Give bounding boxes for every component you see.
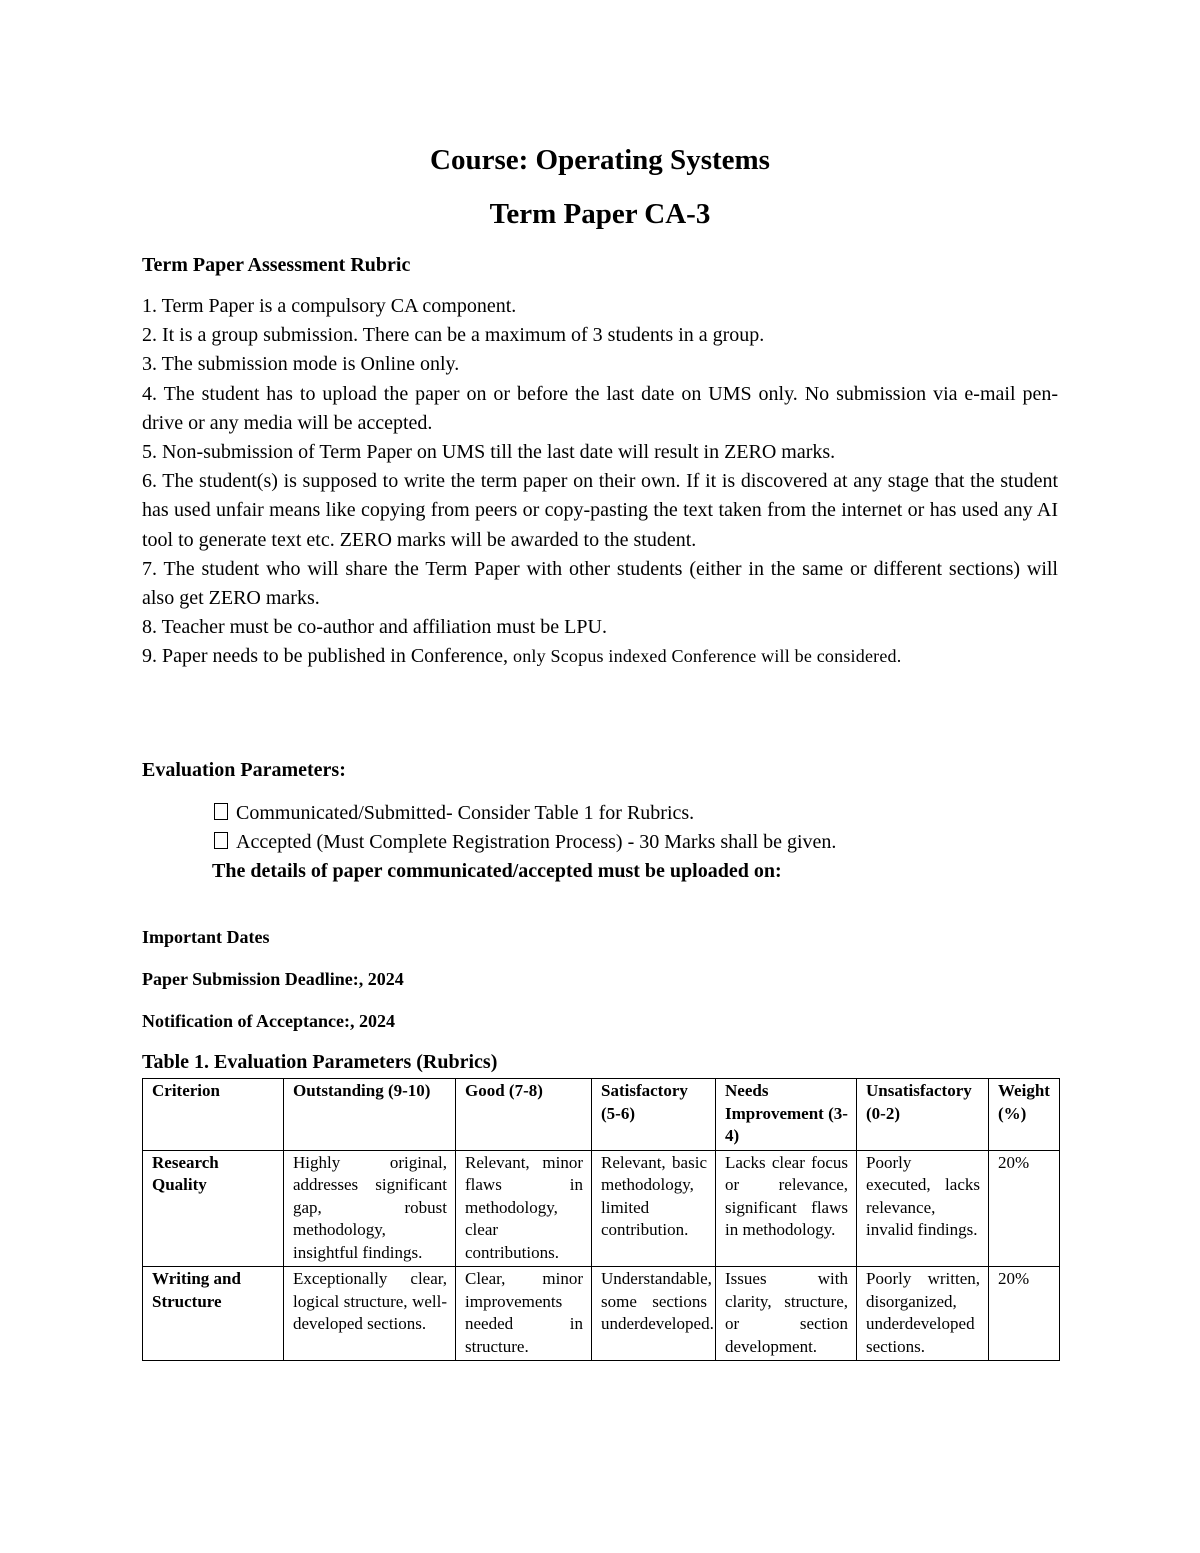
- table-cell: Poorly written, disorganized, underdeveloped sections.: [857, 1267, 989, 1361]
- rule9-prefix: 9. Paper needs to be published in Conference,: [142, 645, 509, 668]
- table-cell: Poorly executed, lacks relevance, invalid findings.: [857, 1150, 989, 1267]
- header-cell: Weight (%): [989, 1079, 1060, 1151]
- course-title: Course: Operating Systems: [430, 144, 770, 176]
- rubric-table: [142, 1078, 1060, 1361]
- evaluation-item: [214, 799, 836, 828]
- table-cell: Relevant, basic methodology, limited contribution.: [592, 1150, 716, 1267]
- table-cell: Issues with clarity, structure, or section development.: [716, 1267, 857, 1361]
- evaluation-item-text: Communicated/Submitted- Consider Table 1 for Rubrics.: [236, 802, 695, 824]
- rule-item: 8. Teacher must be co-author and affiliation must be LPU.: [142, 616, 607, 639]
- header-cell: Good (7-8): [456, 1079, 592, 1151]
- weight-cell: 20%: [989, 1267, 1060, 1361]
- weight-cell: 20%: [989, 1150, 1060, 1267]
- important-dates-heading: Important Dates: [142, 927, 270, 947]
- table-cell: Understandable, some sections underdeveloped.: [592, 1267, 716, 1361]
- rule-item: 4. The student has to upload the paper on or before the last date on UMS only. No submission via e-mail pen-drive or any media will be accepted.: [142, 382, 1058, 434]
- evaluation-item: [214, 828, 836, 857]
- rule-item-9: [142, 642, 1058, 671]
- table-caption: Table 1. Evaluation Parameters (Rubrics): [142, 1051, 498, 1073]
- table-row: [143, 1267, 1060, 1361]
- submission-deadline: Paper Submission Deadline:, 2024: [142, 969, 404, 989]
- evaluation-item-text: Accepted (Must Complete Registration Process) - 30 Marks shall be given.: [236, 831, 837, 853]
- rule-item: 5. Non-submission of Term Paper on UMS till the last date will result in ZERO marks.: [142, 441, 836, 464]
- evaluation-note: The details of paper communicated/accepted must be uploaded on:: [212, 860, 782, 882]
- header-cell: Needs Improvement (3-4): [716, 1079, 857, 1151]
- table-cell: Exceptionally clear, logical structure, well-developed sections.: [284, 1267, 456, 1361]
- checkbox-glyph-icon: [214, 832, 228, 849]
- evaluation-list: [214, 799, 836, 886]
- rule-item: 1. Term Paper is a compulsory CA component.: [142, 295, 517, 317]
- rule-item: 6. The student(s) is supposed to write the term paper on their own. If it is discovered at any stage that the student has used unfair means like copying from peers or copy-pasting the text taken from the internet or has used any AI tool to generate text etc. ZERO marks will be awarded to the student.: [142, 470, 1058, 551]
- criterion-cell: Research Quality: [143, 1150, 284, 1267]
- criterion-cell: Writing and Structure: [143, 1267, 284, 1361]
- table-cell: Relevant, minor flaws in methodology, clear contributions.: [456, 1150, 592, 1267]
- acceptance-notification: Notification of Acceptance:, 2024: [142, 1011, 395, 1031]
- rubric-heading: Term Paper Assessment Rubric: [142, 254, 411, 276]
- checkbox-glyph-icon: [214, 803, 228, 820]
- header-cell: Outstanding (9-10): [284, 1079, 456, 1151]
- paper-title: Term Paper CA-3: [489, 198, 711, 230]
- header-cell: Criterion: [143, 1079, 284, 1151]
- rule-item: 3. The submission mode is Online only.: [142, 353, 460, 376]
- header-cell: Unsatisfactory (0-2): [857, 1079, 989, 1151]
- table-cell: Clear, minor improvements needed in structure.: [456, 1267, 592, 1361]
- evaluation-heading: Evaluation Parameters:: [142, 759, 346, 781]
- table-header-row: [143, 1079, 1060, 1151]
- table-row: [143, 1150, 1060, 1267]
- table-cell: Highly original, addresses significant gap, robust methodology, insightful findings.: [284, 1150, 456, 1267]
- table-cell: Lacks clear focus or relevance, significant flaws in methodology.: [716, 1150, 857, 1267]
- rules-list: [142, 292, 1058, 672]
- header-cell: Satisfactory (5-6): [592, 1079, 716, 1151]
- rule-item: 2. It is a group submission. There can be a maximum of 3 students in a group.: [142, 324, 765, 347]
- rule-item: 7. The student who will share the Term Paper with other students (either in the same or different sections) will also get ZERO marks.: [142, 557, 1058, 610]
- rule9-suffix: only Scopus indexed Conference will be considered.: [513, 646, 902, 667]
